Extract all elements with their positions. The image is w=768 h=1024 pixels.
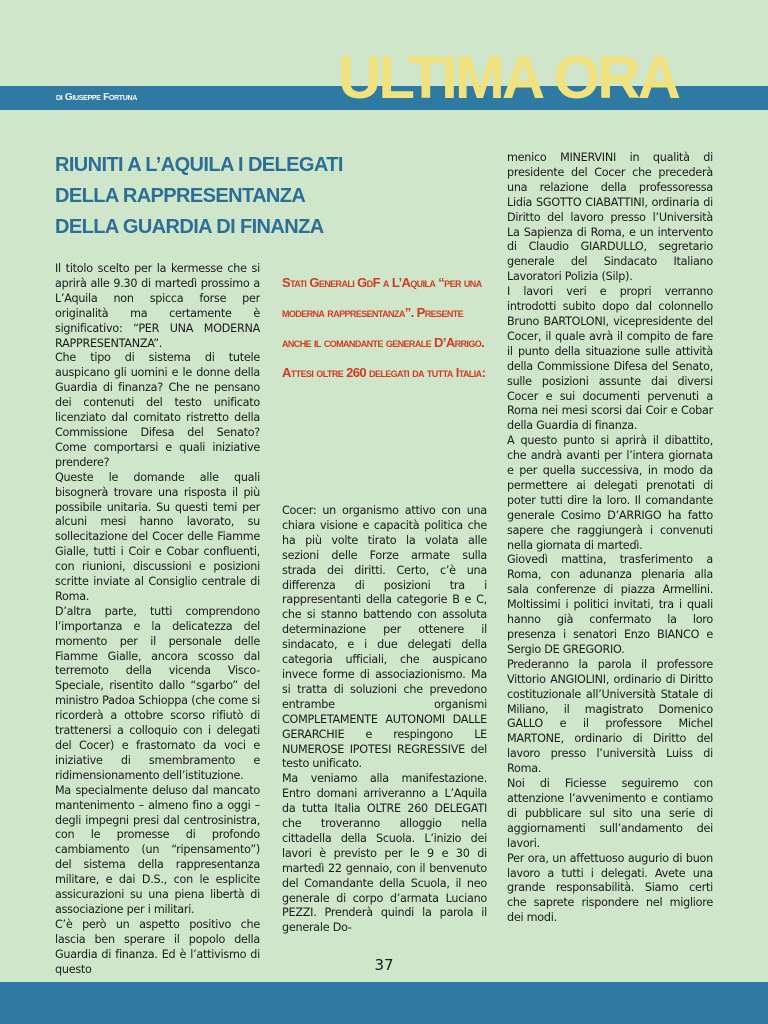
paragraph: Che tipo di sistema di tutele auspicano gli uomini e le donne della Guardia di finanza? Che ne pensano dei contenuti del testo unificato licenziato dal comitato ristretto della Commissione Difesa del Senato? Come comportarsi e quali iniziative prendere? [55, 351, 260, 469]
title-line: RIUNITI A L’AQUILA I DELEGATI [55, 154, 343, 176]
paragraph: I lavori veri e propri verranno introdotti subito dopo dal colonnello Bruno BARTOLONI, vicepresidente del Cocer, il quale avrà il compito de fare il punto della situazione sulle attività della Commissione Difesa del Senato, sulle posizioni assunte dai diversi Cocer e sui documenti pervenuti a Roma nei mesi scorsi dai Coir e Cobar della Guardia di finanza. [507, 285, 713, 433]
paragraph: Ma veniamo alla manifestazione. Entro domani arriveranno a L’Aquila da tutta Italia OLTRE 260 DELEGATI che troveranno alloggio nella cittadella della Scuola. L’inizio dei lavori è previsto per le 9 e 30 di martedì 22 gennaio, con il benvenuto del Comandante della Scuola, il neo generale di corpo d’armata Luciano PEZZI. Prenderà quindi la parola il generale Do- [282, 772, 487, 935]
paragraph: Cocer: un organismo attivo con una chiara visione e capacità politica che ha più volte tirato la volata alle sezioni delle Forze armate sulla strada dei diritti. Certo, c’è una differenza di posizioni tra i rappresentanti della categorie B e C, che si stanno battendo con assoluta determinazione per ottenere il sindacato, e i due delegati della categoria ufficiali, che auspicano invece forme di associazionismo. Ma si tratta di soluzioni che prevedono entrambe organismi COMPLETAMENTE AUTONOMI DALLE GERARCHIE e respingono LE NUMEROSE IPOTESI REGRESSIVE del testo unificato. [282, 504, 487, 771]
section-brand: ULTIMA ORA [338, 44, 678, 111]
title-line: DELLA GUARDIA DI FINANZA [55, 216, 324, 238]
paragraph: C’è però un aspetto positivo che lascia ben sperare il popolo della Guardia di finanza. Ed è l’attivismo di questo [55, 917, 260, 976]
paragraph: Noi di Ficiesse seguiremo con attenzione l’avvenimento e contiamo di pubblicare sul sito una serie di aggiornamenti sull’andamento dei lavori. [507, 777, 713, 850]
footer-band [0, 982, 768, 1024]
title-line: DELLA RAPPRESENTANZA [55, 185, 306, 207]
paragraph: Giovedì mattina, trasferimento a Roma, con adunanza plenaria alla sala conferenze di piazza Armellini. Moltissimi i politici invitati, tra i quali hanno già confermato la loro presenza i senatori Enzo BIANCO e Sergio DE GREGORIO. [507, 553, 713, 656]
paragraph: A questo punto si aprirà il dibattito, che andrà avanti per l’intera giornata e per quella successiva, in modo da permettere ai delegati prenotati di poter tutti dire la loro. Il comandante generale Cosimo D’ARRIGO ha fatto sapere che raggiungerà i convenuti nella giornata di martedì. [507, 434, 713, 552]
pullquote: Stati Generali GdF a L’Aquila “per una moderna rappresentanza”. Presente anche il comandante generale D’Arrigo. Attesi oltre 260 delegati da tutta Italia: [282, 275, 486, 380]
paragraph: Per ora, un affettuoso augurio di buon lavoro a tutti i delegati. Avete una grande responsabilità. Siamo certi che saprete rispondere nel migliore dei modi. [507, 851, 713, 925]
paragraph: Ma specialmente deluso dal mancato mantenimento – almeno fino a oggi – degli impegni presi dal centrosinistra, con le promesse di profondo cambiamento (un “ripensamento”) del sistema della rappresentanza militare, e dai D.S., con le esplicite assicurazioni su una piena libertà di associazione per i militari. [55, 783, 260, 916]
byline: di Giuseppe Fortuna [56, 92, 138, 103]
paragraph: Prederanno la parola il professore Vittorio ANGIOLINI, ordinario di Diritto costituzionale all’Università Statale di Miliano, il magistrato Domenico GALLO e il professore Michel MARTONE, ordinario di Diritto del lavoro presso l’università Luiss di Roma. [507, 657, 713, 776]
column-3 [507, 151, 713, 926]
paragraph: D’altra parte, tutti comprendono l’importanza e la delicatezza del momento per il personale delle Fiamme Gialle, ancora scosso dal terremoto della vicenda Visco-Speciale, risentito dallo “sgarbo” del ministro Padoa Schioppa (che come si ricorderà a ottobre scorso rifiutò di trattenersi a colloquio con i delegati del Cocer) e frastornato da voci e iniziative di smembramento e ridimensionamento dell’istituzione. [55, 604, 260, 782]
paragraph: menico MINERVINI in qualità di presidente del Cocer che precederà una relazione della professoressa Lidia SGOTTO CIABATTINI, ordinaria di Diritto del lavoro presso l’Università La Sapienza di Roma, e un intervento di Claudio GIARDULLO, segretario generale del Sindacato Italiano Lavoratori Polizia (Silp). [507, 151, 713, 284]
article-title [55, 150, 455, 243]
column-2 [282, 504, 487, 936]
paragraph: Il titolo scelto per la kermesse che si aprirà alle 9.30 di martedì prossimo a L’Aquila non spicca forse per originalità ma certamente è significativo: “PER UNA MODERNA RAPPRESENTANZA”. [55, 262, 260, 350]
page-number: 37 [374, 956, 394, 974]
paragraph: Queste le domande alle quali bisognerà trovare una risposta il più possibile unitaria. Su questi temi per alcuni mesi hanno lavorato, su sollecitazione del Cocer delle Fiamme Gialle, tutti i Coir e Cobar confluenti, con riunioni, discussioni e posizioni scritte inviate al Consiglio centrale di Roma. [55, 470, 260, 603]
column-1 [55, 262, 260, 978]
